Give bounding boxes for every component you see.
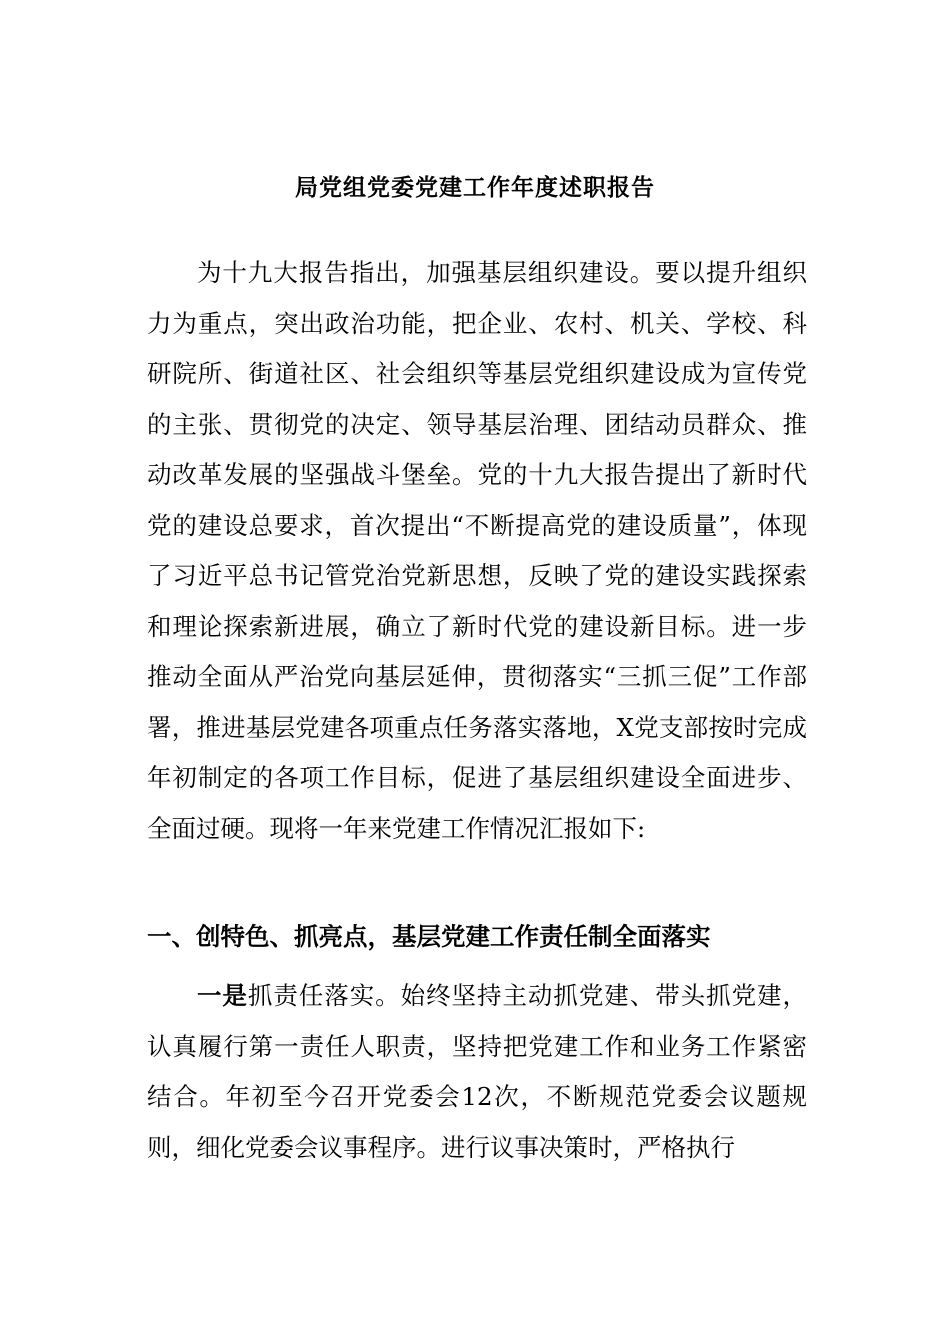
section-heading: 一、创特色、抓亮点，基层党建工作责任制全面落实 <box>147 922 711 951</box>
section-paragraph-lead: 一是 <box>196 981 248 1010</box>
section-paragraph-text: 抓责任落实。始终坚持主动抓党建、带头抓党建，认真履行第一责任人职责，坚持把党建工作和业务工作紧密结合。年初至今召开党委会12次，不断规范党委会议题规则，细化党委会议事程序。进行议事决策时，严格执行 <box>147 981 807 1162</box>
intro-paragraph <box>147 248 807 854</box>
section-paragraph <box>147 971 807 1173</box>
intro-paragraph-text: 为十九大报告指出，加强基层组织建设。要以提升组织力为重点，突出政治功能，把企业、农村、机关、学校、科研院所、街道社区、社会组织等基层党组织建设成为宣传党的主张、贯彻党的决定、领导基层治理、团结动员群众、推动改革发展的坚强战斗堡垒。党的十九大报告提出了新时代党的建设总要求，首次提出“不断提高党的建设质量”，体现了习近平总书记管党治党新思想，反映了党的建设实践探索和理论探索新进展，确立了新时代党的建设新目标。进一步推动全面从严治党向基层延伸，贯彻落实“三抓三促”工作部署，推进基层党建各项重点任务落实落地，X党支部按时完成年初制定的各项工作目标，促进了基层组织建设全面进步、全面过硬。现将一年来党建工作情况汇报如下: <box>147 258 807 843</box>
document-title: 局党组党委党建工作年度述职报告 <box>295 174 655 201</box>
